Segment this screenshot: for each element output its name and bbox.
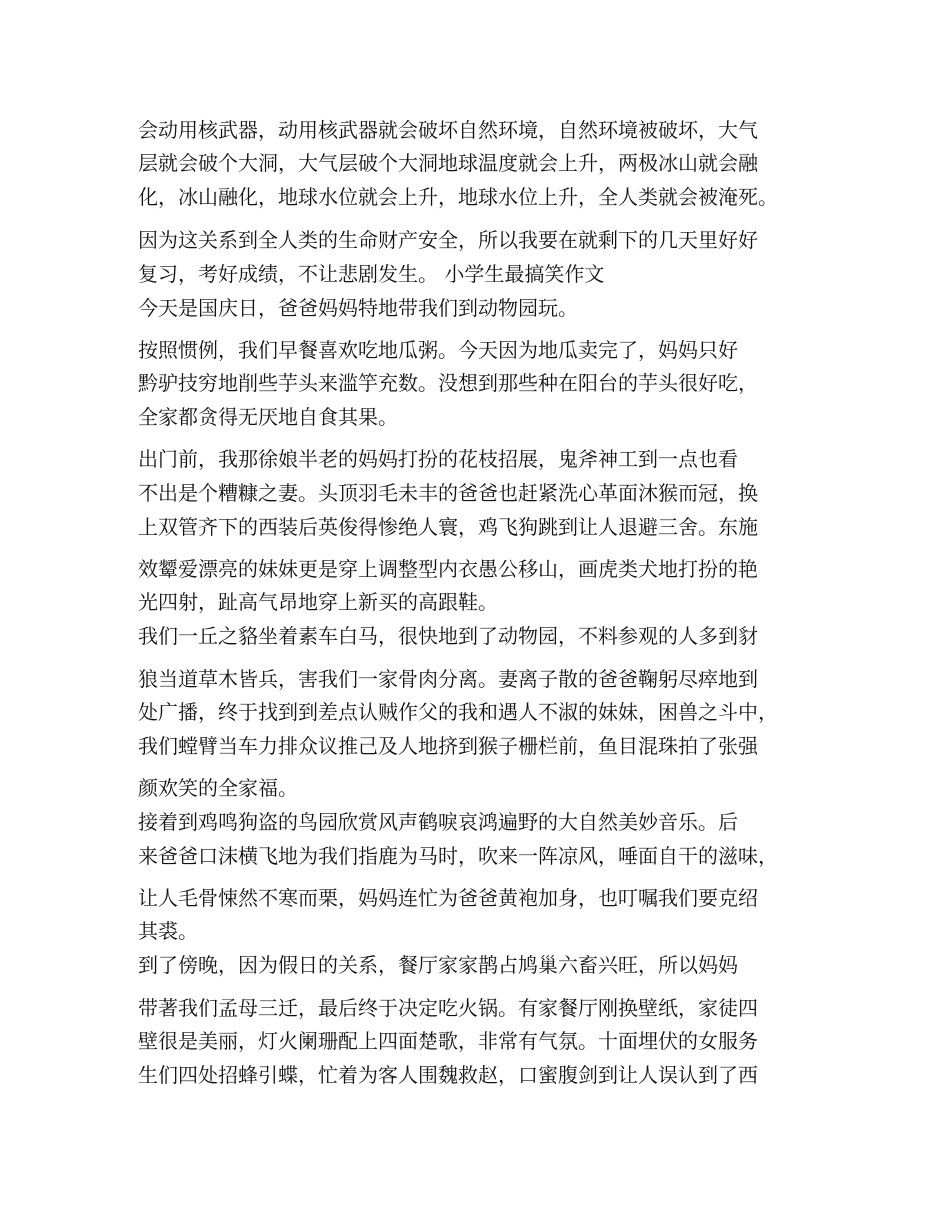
text-line: 接着到鸡鸣狗盗的鸟园欣赏风声鹤唳哀鸿遍野的大自然美妙音乐。后 (138, 810, 738, 834)
text-line: 会动用核武器，动用核武器就会破坏自然环境，自然环境被破坏，大气 (138, 118, 758, 142)
text-line: 到了傍晚，因为假日的关系，餐厅家家鹊占鸠巢六畜兴旺，所以妈妈 (138, 953, 738, 977)
text-line: 我们一丘之貉坐着素车白马，很快地到了动物园，不料参观的人多到豺 (138, 624, 758, 648)
text-line: 因为这关系到全人类的生命财产安全，所以我要在就剩下的几天里好好 (138, 228, 758, 252)
text-line: 按照惯例，我们早餐喜欢吃地瓜粥。今天因为地瓜卖完了，妈妈只好 (138, 338, 738, 362)
text-line: 我们螳臂当车力排众议推己及人地挤到猴子栅栏前，鱼目混珠拍了张强 (138, 734, 758, 758)
text-line: 效颦爱漂亮的妹妹更是穿上调整型内衣愚公移山，画虎类犬地打扮的艳 (138, 557, 758, 581)
text-line: 其裘。 (138, 919, 198, 943)
text-line: 狼当道草木皆兵，害我们一家骨肉分离。妻离子散的爸爸鞠躬尽瘁地到 (138, 667, 758, 691)
text-line: 不出是个糟糠之妻。头顶羽毛未丰的爸爸也赶紧洗心革面沐猴而冠，换 (138, 481, 758, 505)
text-line: 颜欢笑的全家福。 (138, 776, 298, 800)
text-line: 上双管齐下的西装后英俊得惨绝人寰，鸡飞狗跳到让人退避三舍。东施 (138, 515, 758, 539)
text-line: 今天是国庆日，爸爸妈妈特地带我们到动物园玩。 (138, 296, 578, 320)
text-line: 处广播，终于找到到差点认贼作父的我和遇人不淑的妹妹，困兽之斗中， (138, 700, 778, 724)
text-line: 全家都贪得无厌地自食其果。 (138, 405, 398, 429)
text-line: 复习，考好成绩，不让悲剧发生。 小学生最搞笑作文 (138, 262, 605, 286)
text-line: 带著我们孟母三迁，最后终于决定吃火锅。有家餐厅刚换壁纸，家徒四 (138, 996, 758, 1020)
text-line: 让人毛骨悚然不寒而栗，妈妈连忙为爸爸黄袍加身，也叮嘱我们要克绍 (138, 886, 758, 910)
text-line: 层就会破个大洞，大气层破个大洞地球温度就会上升，两极冰山就会融 (138, 151, 758, 175)
text-line: 生们四处招蜂引蝶，忙着为客人围魏救赵，口蜜腹剑到让人误认到了西 (138, 1063, 758, 1087)
text-line: 来爸爸口沫横飞地为我们指鹿为马时，吹来一阵凉风，唾面自干的滋味， (138, 844, 778, 868)
text-line: 壁很是美丽，灯火阑珊配上四面楚歌，非常有气氛。十面埋伏的女服务 (138, 1029, 758, 1053)
text-line: 出门前，我那徐娘半老的妈妈打扮的花枝招展，鬼斧神工到一点也看 (138, 447, 738, 471)
text-line: 黔驴技穷地削些芋头来滥竽充数。没想到那些种在阳台的芋头很好吃， (138, 371, 758, 395)
text-line: 光四射，趾高气昂地穿上新买的高跟鞋。 (138, 590, 498, 614)
text-line: 化，冰山融化，地球水位就会上升，地球水位上升，全人类就会被淹死。 (138, 185, 778, 209)
